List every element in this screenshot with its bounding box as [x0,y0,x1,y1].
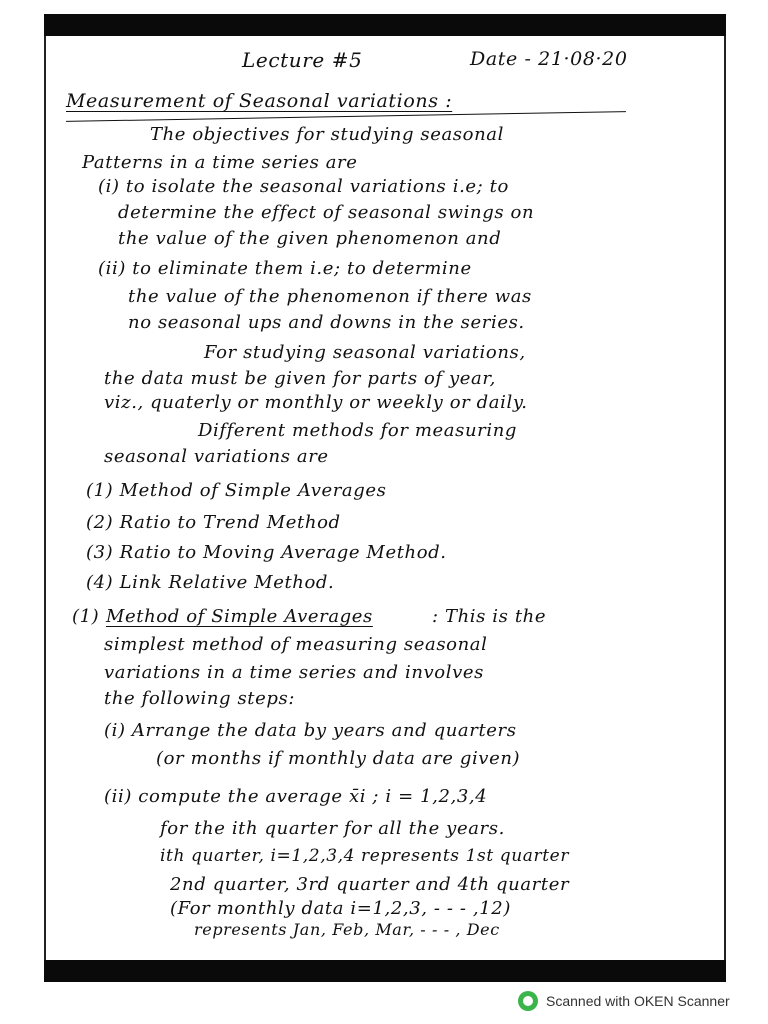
step-line-7: (For monthly data i=1,2,3, - - - ,12) [170,898,511,919]
section1-line-3: the following steps: [104,688,295,709]
method-item-2: (2) Ratio to Trend Method [86,512,341,533]
method-item-3: (3) Ratio to Moving Average Method. [86,542,447,563]
objective-line-4: (ii) to eliminate them i.e; to determine [98,258,472,279]
method-item-4: (4) Link Relative Method. [86,572,335,593]
section1-heading-rest: : This is the [432,606,547,627]
para2-line-1: For studying seasonal variations, [204,342,526,363]
objective-line-3: the value of the given phenomenon and [118,228,502,249]
objective-line-1: (i) to isolate the seasonal variations i.e; to [98,176,509,197]
scan-border-bottom [44,960,726,982]
step-line-6: 2nd quarter, 3rd quarter and 4th quarter [170,874,570,895]
step-line-5: ith quarter, i=1,2,3,4 represents 1st quarter [160,846,570,866]
notebook-page [44,36,726,960]
oken-scanner-logo-icon [518,991,538,1011]
page-title: Measurement of Seasonal variations : [66,90,453,112]
step-line-2: (or months if monthly data are given) [156,748,521,769]
objective-line-6: no seasonal ups and downs in the series. [128,312,525,333]
scan-border-top [44,14,726,36]
objective-line-5: the value of the phenomenon if there was [128,286,532,307]
lecture-number: Lecture #5 [242,48,363,72]
lecture-date: Date - 21·08·20 [470,48,628,70]
step-line-1: (i) Arrange the data by years and quarters [104,720,517,741]
step-line-3: (ii) compute the average x̄i ; i = 1,2,3,4 [104,786,488,807]
method-item-1: (1) Method of Simple Averages [86,480,387,501]
intro-line-1: The objectives for studying seasonal [150,124,504,145]
para2-line-4: Different methods for measuring [198,420,518,441]
header-rule [66,111,626,122]
para2-line-5: seasonal variations are [104,446,329,467]
section1-heading: Method of Simple Averages [106,606,373,627]
step-line-4: for the ith quarter for all the years. [160,818,505,839]
section1-number: (1) [72,606,100,627]
section1-line-1: simplest method of measuring seasonal [104,634,488,655]
para2-line-2: the data must be given for parts of year, [104,368,496,389]
para2-line-3: viz., quaterly or monthly or weekly or daily. [104,392,528,413]
section1-line-2: variations in a time series and involves [104,662,484,683]
scanner-watermark-text: Scanned with OKEN Scanner [546,993,730,1009]
step-line-8: represents Jan, Feb, Mar, - - - , Dec [194,920,500,939]
intro-line-2: Patterns in a time series are [82,152,358,173]
objective-line-2: determine the effect of seasonal swings on [118,202,535,223]
scanner-watermark [518,990,730,1012]
